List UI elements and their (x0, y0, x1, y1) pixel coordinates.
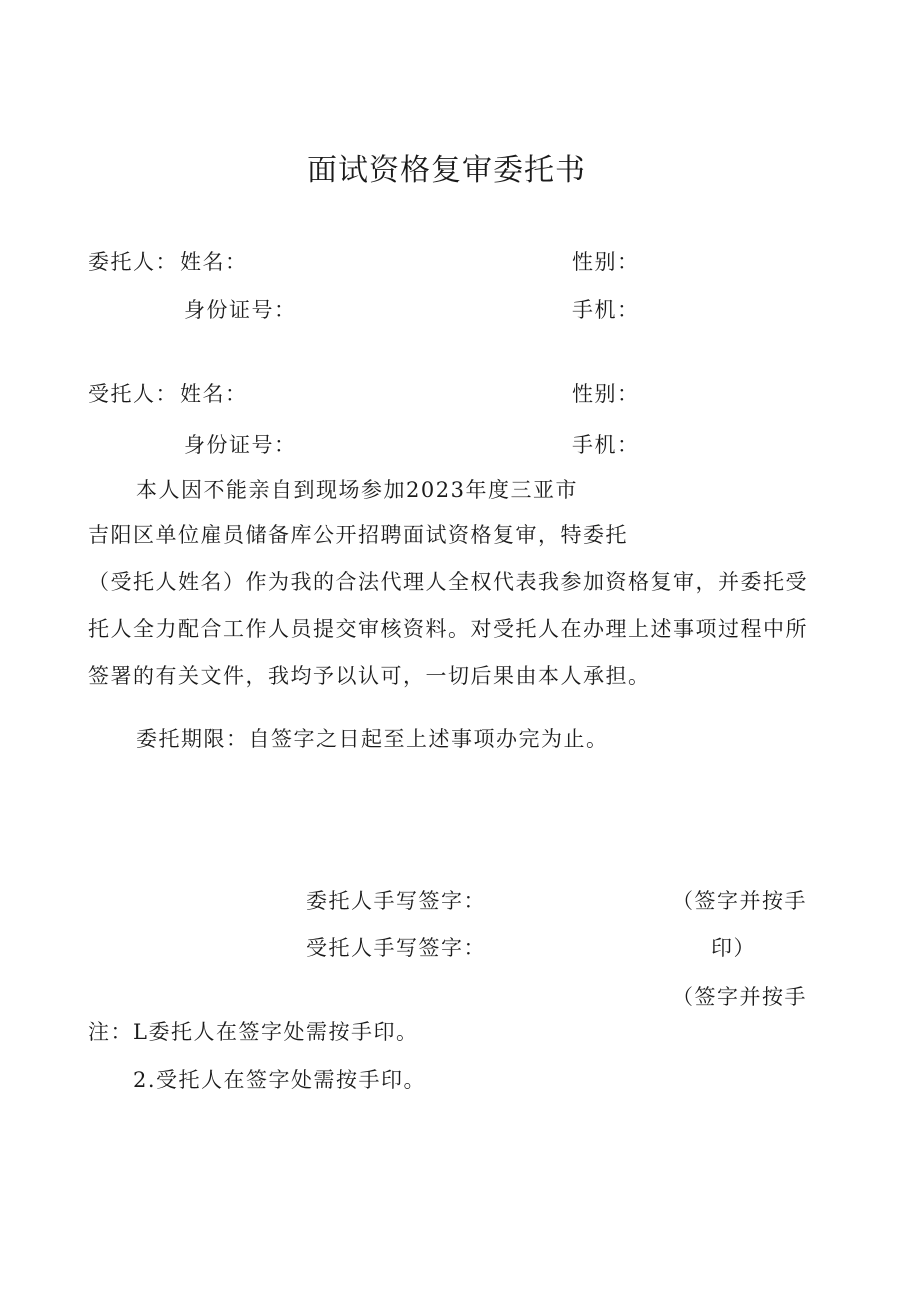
principal-id-label: 身份证号： (184, 298, 297, 322)
agent-gender-label: 性别： (572, 382, 640, 406)
signature-note: （签字并按手 (672, 985, 807, 1009)
principal-name-label: 姓名： (180, 250, 248, 274)
principal-gender-label: 性别： (572, 250, 640, 274)
document-title: 面试资格复审委托书 (307, 153, 586, 188)
principal-role-label: 委托人： (88, 250, 178, 274)
agent-id-label: 身份证号： (184, 433, 297, 457)
body-line: 托人全力配合工作人员提交审核资料。对受托人在办理上述事项过程中所 (88, 617, 808, 641)
body-line: 吉阳区单位雇员储备库公开招聘面试资格复审，特委托 (88, 523, 628, 547)
note-line: 2.受托人在签字处需按手印。 (133, 1068, 427, 1092)
term-line: 委托期限：自签字之日起至上述事项办完为止。 (136, 727, 609, 751)
signature-note: 印） (711, 936, 756, 960)
signature-note: （签字并按手 (672, 889, 807, 913)
agent-signature-label: 受托人手写签字： (306, 936, 486, 960)
principal-phone-label: 手机： (572, 298, 640, 322)
agent-phone-label: 手机： (572, 433, 640, 457)
body-line: 签署的有关文件，我均予以认可，一切后果由本人承担。 (88, 664, 651, 688)
body-line: （受托人姓名）作为我的合法代理人全权代表我参加资格复审，并委托受 (88, 570, 808, 594)
principal-signature-label: 委托人手写签字： (306, 889, 486, 913)
agent-name-label: 姓名： (180, 382, 248, 406)
agent-role-label: 受托人： (88, 382, 178, 406)
note-line: 注：L委托人在签字处需按手印。 (88, 1020, 419, 1044)
body-line: 本人因不能亲自到现场参加2023年度三亚市 (136, 478, 578, 502)
